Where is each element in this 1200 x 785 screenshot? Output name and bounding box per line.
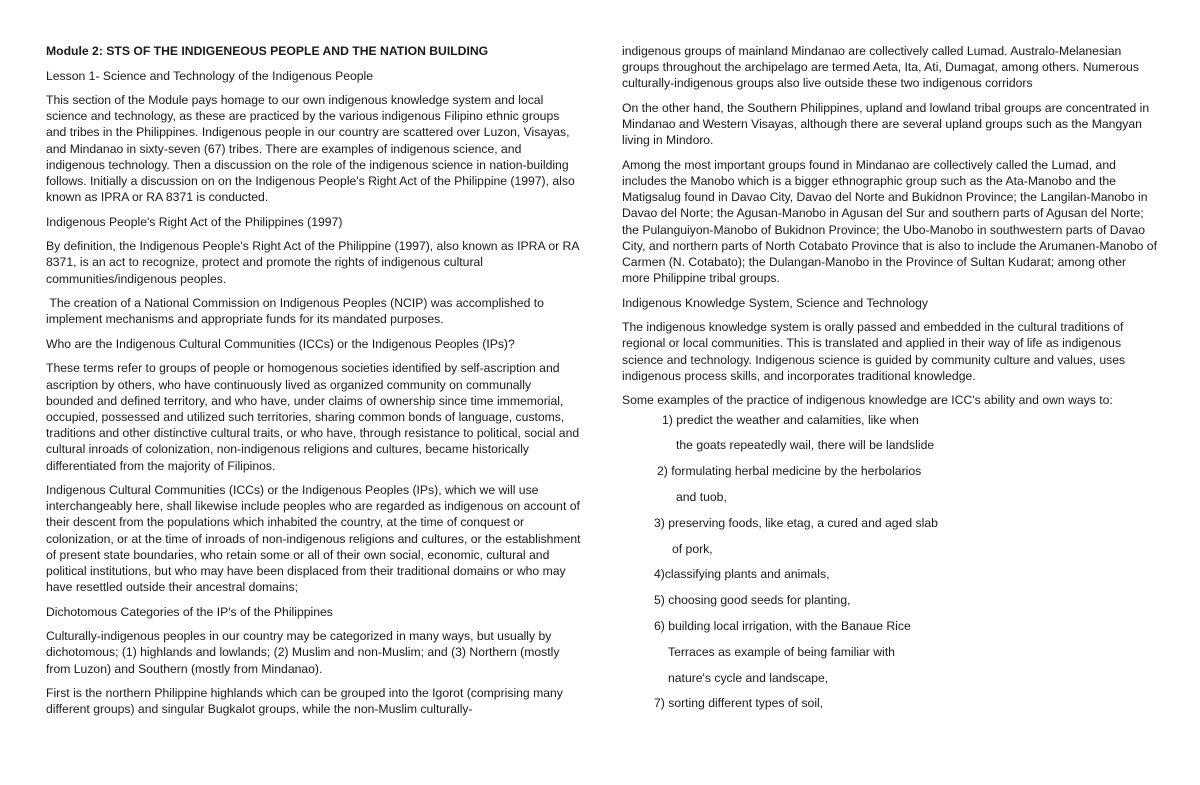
intro-paragraph: This section of the Module pays homage to our own indigenous knowledge system and local science and technology, as these are practiced by the various indigenous Filipino ethnic groups and tribes in the Philippines. Indigenous people in our country are scattered over Luzon, Visayas, and Mindanao in sixty-seven (67) tribes. There are examples of indigenous science, and indigenous technology. Then a discussion on the role of the indigenous science in nation-building follows. Initially a discussion on on the Indigenous People's Right Act of the Philippine (1997), also known as IPRA or RA 8371 is conducted. (46, 93, 575, 205)
lumad-paragraph: indigenous groups of mainland Mindanao are collectively called Lumad. Australo-Melanesian groups throughout the archipelago are termed Aeta, Ita, Ati, Dumagat, among others. Numerous culturally-indigenous groups also live outside these two indigenous corridors (622, 44, 1139, 91)
list-item: 5) choosing good seeds for planting, (654, 593, 851, 608)
categories-paragraph: Culturally-indigenous peoples in our country may be categorized in many ways, but usually by dichotomous; (1) highlands and lowlands; (2) Muslim and non-Muslim; and (3) Northern (mostly from Luzon) and Southern (mostly from Mindanao). (46, 629, 560, 676)
list-item: 6) building local irrigation, with the Banaue Rice (654, 618, 911, 633)
examples-list (622, 412, 1157, 722)
southern-paragraph: On the other hand, the Southern Philippines, upland and lowland tribal groups are concentrated in Mindanao and Western Visayas, although there are several upland groups such as the Mangyan living in Mindoro. (622, 100, 1150, 148)
iccs-paragraph: Indigenous Cultural Communities (ICCs) or the Indigenous Peoples (IPs), which we will use interchangeably here, shall likewise include peoples who are regarded as indigenous on account of their descent from the populations which inhabited the country, at the time of conquest or colonization, or at the time of inroads of non-indigenous religions and cultures, or the establishment of present state boundaries, who retain some or all of their own social, economic, cultural and political institutions, but who may have been displaced from their traditional domains or who may have resettled outside their ancestral domains; (46, 483, 581, 595)
dichotomous-heading: Dichotomous Categories of the IP's of the Philippines (46, 604, 333, 619)
iks-paragraph: The indigenous knowledge system is orally passed and embedded in the cultural traditions of regional or local communities. This is translated and applied in their way of life as indigenous science and technology. Indigenous science is guided by community culture and values, uses indigenous process skills, and incorporates traditional knowledge. (622, 320, 1126, 383)
ipra-heading: Indigenous People's Right Act of the Philippines (1997) (46, 214, 343, 229)
list-item: 4)classifying plants and animals, (654, 567, 830, 582)
lesson-heading: Lesson 1- Science and Technology of the Indigenous People (46, 68, 374, 83)
examples-intro: Some examples of the practice of indigenous knowledge are ICC's ability and own ways to: (622, 393, 1113, 408)
list-item: 1) predict the weather and calamities, like when (662, 412, 919, 427)
mindanao-groups-paragraph: Among the most important groups found in Mindanao are collectively called the Lumad, and includes the Manobo which is a bigger ethnographic group such as the Ata-Manobo and the Matigsalug found in Davao City, Davao del Norte and Bukidnon Province; the Langilan-Manobo in Davao del Norte; the Agusan-Manobo in Agusan del Sur and southern parts of Agusan del Norte; the Pulanguiyon-Manobo of Bukidnon Province; the Ubo-Manobo in southwestern parts of Davao City, and northern parts of North Cotabato Province that is also to include the Arumanen-Manobo of Carmen (N. Cotabato); the Dulangan-Manobo in the Province of Sultan Kudarat; among other more Philippine tribal groups. (622, 157, 1157, 286)
list-item: 2) formulating herbal medicine by the herbolarios (657, 464, 922, 479)
list-item: 7) sorting different types of soil, (654, 696, 824, 711)
iks-heading: Indigenous Knowledge System, Science and Technology (622, 295, 929, 310)
list-item: the goats repeatedly wail, there will be landslide (676, 438, 935, 453)
ncip-paragraph: The creation of a National Commission on Indigenous Peoples (NCIP) was accomplished to implement mechanisms and appropriate funds for its mandated purposes. (46, 296, 548, 327)
list-item: of pork, (672, 541, 713, 556)
northern-paragraph: First is the northern Philippine highlands which can be grouped into the Igorot (comprising many different groups) and singular Bugkalot groups, while the non-Muslim culturally- (46, 686, 563, 717)
list-item: Terraces as example of being familiar with (668, 644, 895, 659)
list-item: 3) preserving foods, like etag, a cured and aged slab (654, 515, 938, 530)
who-heading: Who are the Indigenous Cultural Communities (ICCs) or the Indigenous Peoples (IPs)? (46, 336, 515, 351)
list-item: nature's cycle and landscape, (668, 670, 829, 685)
module-title: Module 2: STS OF THE INDIGENEOUS PEOPLE AND THE NATION BUILDING (46, 44, 489, 58)
right-column (622, 43, 1157, 721)
left-column (46, 43, 581, 726)
ipra-definition-paragraph: By definition, the Indigenous People's Right Act of the Philippine (1997), also known as IPRA or RA 8371, is an act to recognize, protect and promote the rights of indigenous cultural communities/indigenous peoples. (46, 239, 579, 286)
list-item: and tuob, (676, 489, 727, 504)
terms-paragraph: These terms refer to groups of people or homogenous societies identified by self-ascription and ascription by others, who have continuously lived as organized community on communally bounded and defined territory, and who have, under claims of ownership since time immemorial, occupied, possessed and utilized such territories, sharing common bonds of language, customs, traditions and other distinctive cultural traits, or who have, through resistance to political, social and cultural inroads of colonization, non-indigenous religions and cultures, became historically differentiated from the majority of Filipinos. (46, 361, 580, 473)
